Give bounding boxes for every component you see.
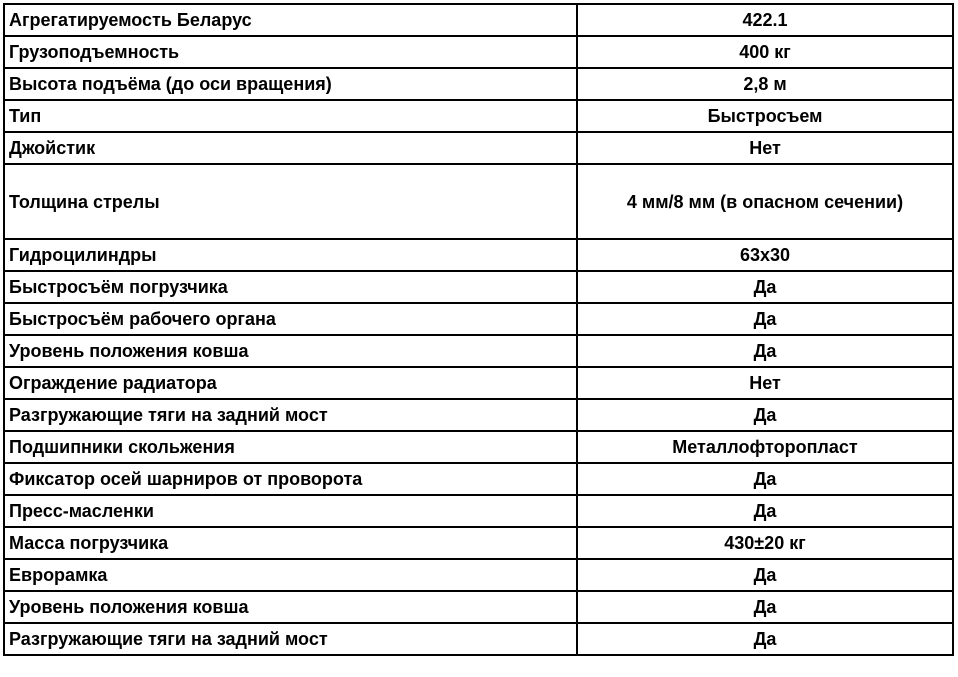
- param-cell: Высота подъёма (до оси вращения): [4, 68, 577, 100]
- table-row: [4, 527, 953, 559]
- value-cell: Да: [577, 623, 953, 655]
- param-cell: Разгружающие тяги на задний мост: [4, 623, 577, 655]
- spec-table: [3, 3, 954, 656]
- param-cell: Уровень положения ковша: [4, 591, 577, 623]
- param-cell: Быстросъём погрузчика: [4, 271, 577, 303]
- param-cell: Подшипники скольжения: [4, 431, 577, 463]
- table-row: [4, 132, 953, 164]
- param-cell: Еврорамка: [4, 559, 577, 591]
- param-cell: Джойстик: [4, 132, 577, 164]
- value-cell: Нет: [577, 132, 953, 164]
- value-cell: 422.1: [577, 4, 953, 36]
- table-row: [4, 4, 953, 36]
- param-cell: Гидроцилиндры: [4, 239, 577, 271]
- param-cell: Агрегатируемость Беларус: [4, 4, 577, 36]
- value-cell: Быстросъем: [577, 100, 953, 132]
- value-cell: Металлофторопласт: [577, 431, 953, 463]
- param-cell: Быстросъём рабочего органа: [4, 303, 577, 335]
- value-cell: 430±20 кг: [577, 527, 953, 559]
- value-cell: 2,8 м: [577, 68, 953, 100]
- table-row: [4, 68, 953, 100]
- value-cell: 400 кг: [577, 36, 953, 68]
- param-cell: Фиксатор осей шарниров от проворота: [4, 463, 577, 495]
- param-cell: Масса погрузчика: [4, 527, 577, 559]
- value-cell: Да: [577, 271, 953, 303]
- table-row: [4, 164, 953, 239]
- value-cell: Да: [577, 559, 953, 591]
- value-cell: 4 мм/8 мм (в опасном сечении): [577, 164, 953, 239]
- table-row: [4, 399, 953, 431]
- value-cell: Да: [577, 335, 953, 367]
- value-cell: Да: [577, 495, 953, 527]
- table-row: [4, 559, 953, 591]
- value-cell: Нет: [577, 367, 953, 399]
- table-row: [4, 335, 953, 367]
- table-row: [4, 431, 953, 463]
- value-cell: Да: [577, 463, 953, 495]
- table-row: [4, 463, 953, 495]
- value-cell: Да: [577, 399, 953, 431]
- param-cell: Грузоподъемность: [4, 36, 577, 68]
- table-row: [4, 303, 953, 335]
- table-row: [4, 100, 953, 132]
- param-cell: Пресс-масленки: [4, 495, 577, 527]
- table-row: [4, 367, 953, 399]
- param-cell: Уровень положения ковша: [4, 335, 577, 367]
- param-cell: Толщина стрелы: [4, 164, 577, 239]
- param-cell: Тип: [4, 100, 577, 132]
- value-cell: Да: [577, 303, 953, 335]
- table-row: [4, 495, 953, 527]
- table-row: [4, 623, 953, 655]
- value-cell: 63х30: [577, 239, 953, 271]
- table-row: [4, 271, 953, 303]
- table-row: [4, 239, 953, 271]
- param-cell: Разгружающие тяги на задний мост: [4, 399, 577, 431]
- table-row: [4, 36, 953, 68]
- table-row: [4, 591, 953, 623]
- value-cell: Да: [577, 591, 953, 623]
- param-cell: Ограждение радиатора: [4, 367, 577, 399]
